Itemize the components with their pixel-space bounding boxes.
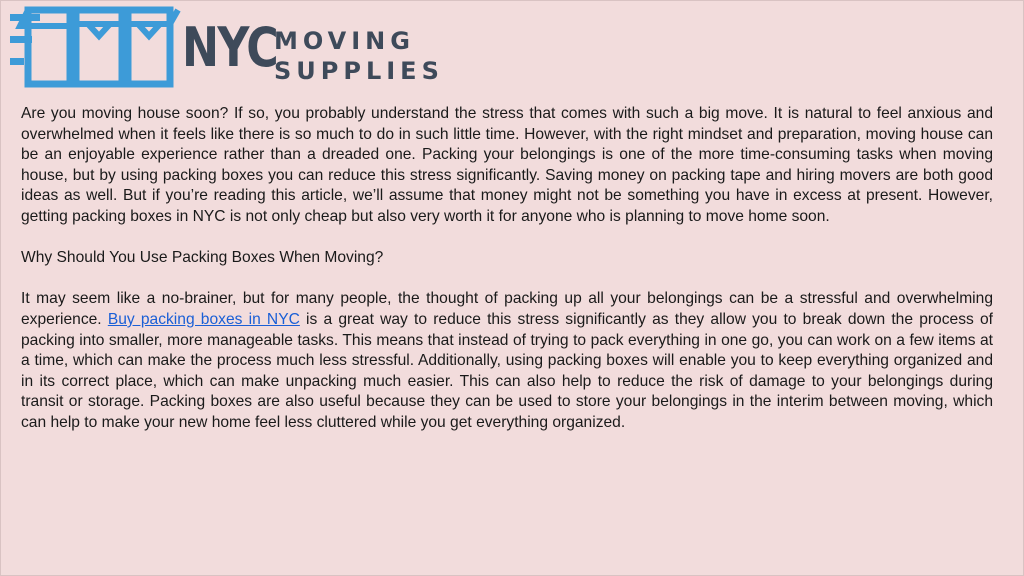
section-heading: Why Should You Use Packing Boxes When Moving? xyxy=(21,249,384,267)
nyc-moving-supplies-logo[interactable] xyxy=(10,6,444,90)
paragraph-text-after-link: is a great way to reduce this stress significantly as they allow you to break down the process of packing into smaller, more manageable tasks. This means that instead of trying to pack everything in one go, you can work on a few items at a time, which can make the process much less stressful. Additionally, using packing boxes will enable you to keep everything organized and in its correct place, which can make unpacking much easier. This can also help to reduce the risk of damage to your belongings during transit or storage. Packing boxes are also useful because they can be used to store your belongings in the interim between moving, which can help to make your new home feel less cluttered while you get everything organized. xyxy=(21,310,993,431)
intro-paragraph: Are you moving house soon? If so, you probably understand the stress that comes with such a big move. It is natural to feel anxious and overwhelmed when it feels like there is so much to do in such little time. However, with the right mindset and preparation, moving house can be an enjoyable experience rather than a dreaded one. Packing your belongings is one of the more time-consuming tasks when moving house, but by using packing boxes you can reduce this stress significantly. Saving money on packing tape and hiring movers are both good ideas as well. But if you’re reading this article, we’ll assume that money might not be something you have in excess at present. However, getting packing boxes in NYC is not only cheap but also very worth it for anyone who is planning to move home soon. xyxy=(21,105,993,225)
body-paragraph xyxy=(21,289,993,433)
brand-name: NYC xyxy=(182,16,278,79)
article-body xyxy=(21,104,993,434)
boxes-logo-icon xyxy=(10,6,182,90)
paragraph-text-before-link: It may seem like a no-brainer, but for many people, the thought of packing up all your belongings can be a stressful and overwhelming experience. xyxy=(21,290,993,328)
brand-tagline-line2: SUPPLIES xyxy=(274,57,444,85)
brand-tagline-line1: MOVING xyxy=(274,27,415,55)
buy-packing-boxes-link[interactable]: Buy packing boxes in NYC xyxy=(107,310,300,328)
